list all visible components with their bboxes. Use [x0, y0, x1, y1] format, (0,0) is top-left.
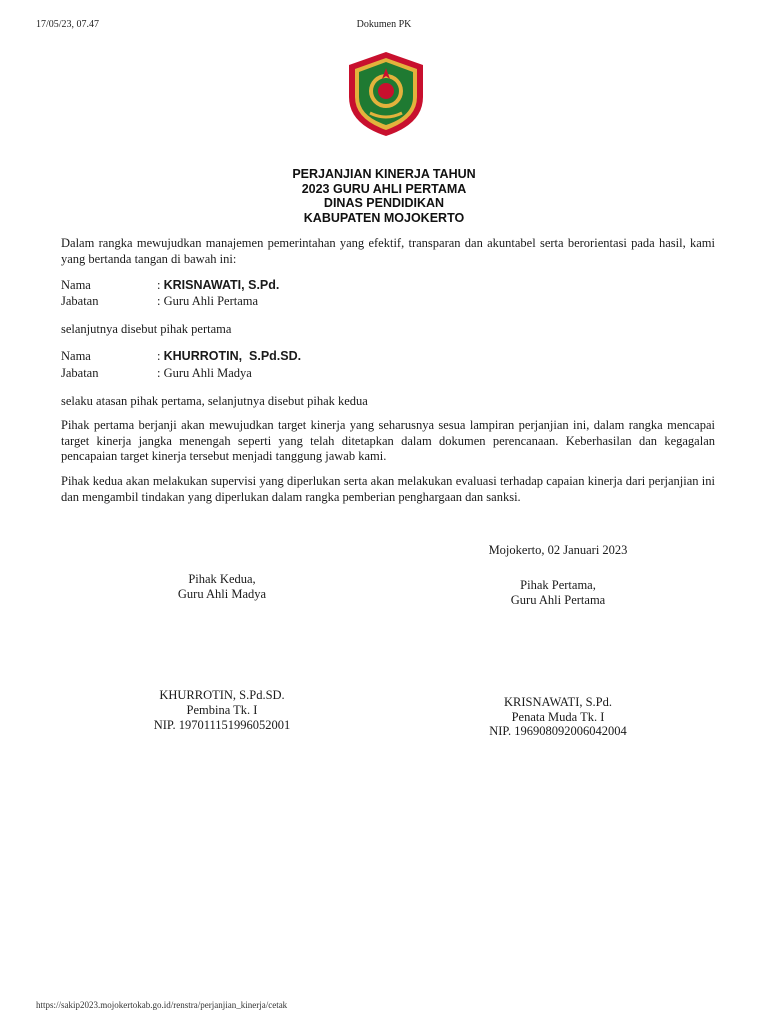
party2-name-row: Nama : KHURROTIN, S.Pd.SD. [61, 349, 302, 363]
title-line: KABUPATEN MOJOKERTO [303, 210, 465, 225]
print-url: https://sakip2023.mojokertokab.go.id/renstra/perjanjian_kinerja/cetak [36, 1000, 288, 1010]
party2-name-value: KHURROTIN, S.Pd.SD. [163, 349, 302, 363]
right-signer-rank: Penata Muda Tk. I [511, 710, 605, 724]
title-line: 2023 GURU AHLI PERTAMA [301, 181, 467, 196]
party1-name-row: Nama : KRISNAWATI, S.Pd. [61, 278, 280, 292]
intro-paragraph: Dalam rangka mewujudkan manajemen pemerintahan yang efektif, transparan dan akuntabel serta berorientasi pada hasil, kami yang bertanda tangan di bawah ini: [61, 236, 715, 266]
party1-name-label: Nama [61, 278, 91, 292]
right-signer-name: KRISNAWATI, S.Pd. [503, 695, 613, 709]
document-title [0, 167, 768, 225]
party1-designation: selanjutnya disebut pihak pertama [61, 322, 232, 336]
commitment-paragraph: Pihak pertama berjanji akan mewujudkan target kinerja yang seharusnya sesua lampiran perjanjian ini, dalam rangka mencapai target kinerja jangka menengah seperti yang telah ditetapkan dalam dokumen perencanaan. Keberhasilan dan kegagalan pencapaian target kinerja tersebut menjadi tanggung jawab kami. [61, 418, 715, 463]
party2-name-label: Nama [61, 349, 91, 363]
right-signer-title: Guru Ahli Pertama [510, 593, 606, 607]
party1-position-value: Guru Ahli Pertama [163, 294, 259, 308]
title-line: PERJANJIAN KINERJA TAHUN [292, 167, 476, 181]
right-signer-nip: NIP. 196908092006042004 [489, 724, 627, 738]
supervision-paragraph: Pihak kedua akan melakukan supervisi yang diperlukan serta akan melakukan evaluasi terhadap capaian kinerja dari perjanjian ini dan mengambil tindakan yang diperlukan dalam rangka pemberian penghargaan dan sanksi. [61, 474, 715, 504]
party1-position-label: Jabatan [61, 294, 99, 308]
title-line: DINAS PENDIDIKAN [323, 196, 445, 210]
party1-name-value: KRISNAWATI, S.Pd. [163, 278, 280, 292]
left-signer-name: KHURROTIN, S.Pd.SD. [159, 688, 285, 702]
left-signer-role: Pihak Kedua, [188, 572, 256, 586]
left-signer-nip: NIP. 197011151996052001 [153, 718, 291, 732]
place-date: Mojokerto, 02 Januari 2023 [488, 543, 628, 557]
party2-position-row: Jabatan : Guru Ahli Madya [61, 366, 252, 380]
print-timestamp: 17/05/23, 07.47 [36, 19, 100, 30]
left-signer-rank: Pembina Tk. I [186, 703, 258, 717]
party2-position-value: Guru Ahli Madya [163, 366, 252, 380]
right-signer-role: Pihak Pertama, [520, 578, 596, 592]
party1-position-row: Jabatan : Guru Ahli Pertama [61, 294, 259, 308]
party2-designation: selaku atasan pihak pertama, selanjutnya disebut pihak kedua [61, 394, 368, 408]
print-document-title: Dokumen PK [356, 19, 412, 30]
left-signer-title: Guru Ahli Madya [177, 587, 267, 601]
regency-emblem-icon [348, 51, 424, 137]
party2-position-label: Jabatan [61, 366, 99, 380]
